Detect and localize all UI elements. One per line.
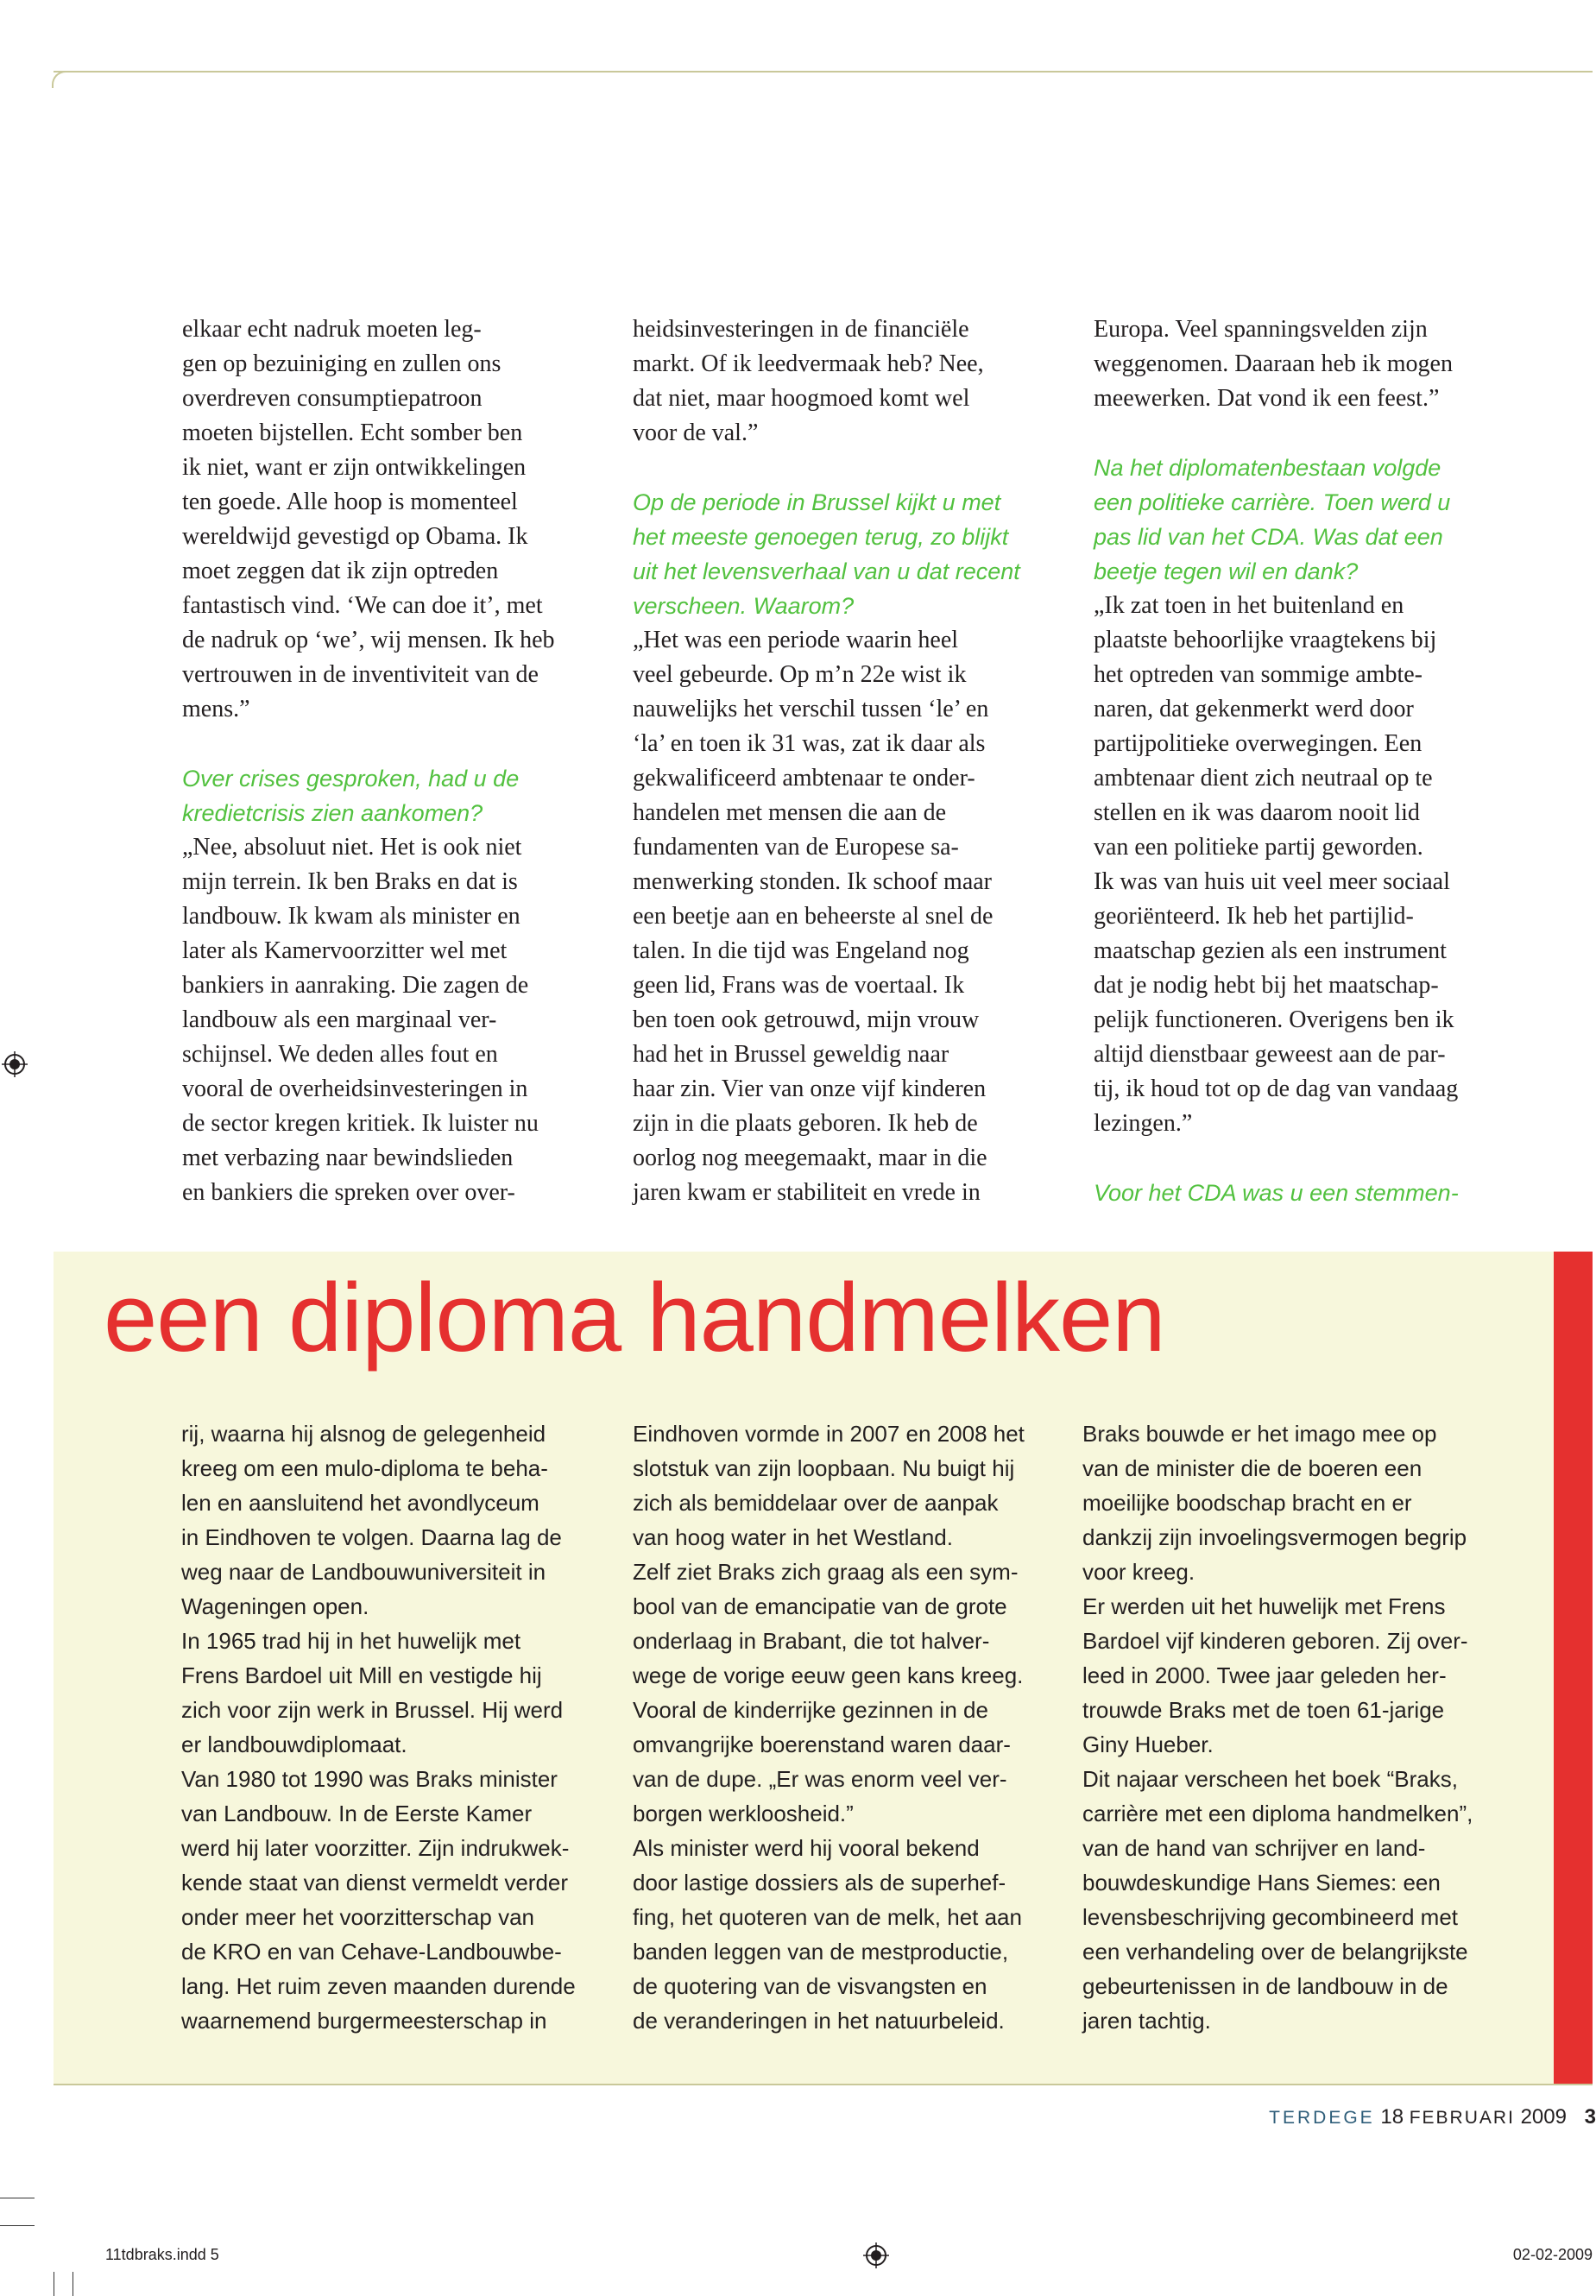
magazine-name: TERDEGE — [1269, 2108, 1375, 2128]
box-column-2 — [633, 1416, 1064, 2038]
issue-month: FEBRUARI — [1409, 2108, 1515, 2128]
interview-question: Voor het CDA was u een stemmen- — [1094, 1180, 1459, 1206]
interview-question: Op de periode in Brussel kijkt u met het meeste genoegen terug, zo blijkt uit het levensverhaal van u dat recent verscheen. Waarom? — [633, 489, 1020, 619]
crop-mark — [0, 2225, 35, 2226]
box-column-1 — [181, 1416, 613, 2038]
sidebar-bottom-rule — [54, 2084, 1593, 2085]
interview-answer: heidsinvesteringen in de financiële markt. Of ik leedvermaak heb? Nee, dat niet, maar hoogmoed komt wel voor de val.” — [633, 316, 984, 446]
registration-mark-icon — [2, 1051, 28, 1077]
article-column-3 — [1094, 312, 1542, 1210]
paragraph-gap — [182, 727, 631, 761]
page-number: 3 — [1584, 2105, 1596, 2129]
issue-year: 2009 — [1520, 2105, 1567, 2129]
interview-answer: Europa. Veel spanningsvelden zijn weggenomen. Daaraan heb ik mogen meewerken. Dat vond ik een feest.” — [1094, 316, 1453, 412]
box-column-3 — [1082, 1416, 1514, 2038]
box-headline: een diploma handmelken — [104, 1264, 1165, 1372]
interview-answer: elkaar echt nadruk moeten leg- gen op bezuiniging en zullen ons overdreven consumptiepatroon moeten bijstellen. Echt somber ben ik niet, want er zijn ontwikkelingen ten goede. Alle hoop is momenteel wereldwijd gevestigd op Obama. Ik moet zeggen dat ik zijn optreden fantastisch vind. ‘We can doe it’, met de nadruk op ‘we’, wij mensen. Ik heb vertrouwen in de inventiviteit van de mens.” — [182, 316, 555, 722]
interview-answer: „Het was een periode waarin heel veel gebeurde. Op m’n 22e wist ik nauwelijks het verschil tussen ‘le’ en ‘la’ en toen ik 31 was, zat ik daar als gekwalificeerd ambtenaar te onder- handelen met mensen die aan de fundamenten van de Europese sa- menwerking stonden. Ik schoof maar een beetje aan en beheerste al snel de talen. In die tijd was Engeland nog geen lid, Frans was de voertaal. Ik ben toen ook getrouwd, mijn vrouw had het in Brussel geweldig naar haar zin. Vier van onze vijf kinderen zijn in die plaats geboren. Ik heb de oorlog nog meegemaakt, maar in die jaren kwam er stabiliteit en vrede in — [633, 627, 994, 1206]
interview-question: Over crises gesproken, had u de kredietcrisis zien aankomen? — [182, 766, 520, 826]
article-column-2 — [633, 312, 1082, 1210]
box-column-text: Eindhoven vormde in 2007 en 2008 het slotstuk van zijn loopbaan. Nu buigt hij zich als bemiddelaar over de aanpak van hoog water in het Westland. Zelf ziet Braks zich graag als een sym- bool van de emancipatie van de grote onderlaag in Brabant, die tot halver- wege de vorige eeuw geen kans kreeg. Vooral de kinderrijke gezinnen in de omvangrijke boerenstand waren daar- van de dupe. „Er was enorm veel ver- borgen werkloosheid.” Als minister werd hij vooral bekend door lastige dossiers als de superhef- fing, het quoteren van de melk, het aan banden leggen van de mestproductie, de quotering van de visvangsten en de veranderingen in het natuurbeleid. — [633, 1421, 1025, 2034]
paragraph-gap — [633, 451, 1082, 485]
interview-answer: „Ik zat toen in het buitenland en plaatste behoorlijke vraagtekens bij het optreden van sommige ambte- naren, dat gekenmerkt werd door partijpolitieke overwegingen. Een ambtenaar dient zich neutraal op te stellen en ik was daarom nooit lid van een politieke partij geworden. Ik was van huis uit veel meer sociaal georiënteerd. Ik heb het partijlid- maatschap gezien als een instrument dat je nodig hebt bij het maatschap- pelijk functioneren. Overigens ben ik altijd dienstbaar geweest aan de par- tij, ik houd tot op de dag van vandaag lezingen.” — [1094, 592, 1459, 1137]
slug-date: 02-02-2009 — [1512, 2246, 1593, 2263]
registration-mark-icon — [863, 2242, 889, 2268]
article-column-1 — [182, 312, 631, 1210]
paragraph-gap — [1094, 416, 1542, 451]
box-column-text: rij, waarna hij alsnog de gelegenheid kreeg om een mulo-diploma te beha- len en aansluitend het avondlyceum in Eindhoven te volgen. Daarna lag de weg naar de Landbouwuniversiteit in Wageningen open. In 1965 trad hij in het huwelijk met Frens Bardoel uit Mill en vestigde hij zich voor zijn werk in Brussel. Hij werd er landbouwdiplomaat. Van 1980 tot 1990 was Braks minister van Landbouw. In de Eerste Kamer werd hij later voorzitter. Zijn indrukwek- kende staat van dienst vermeldt verder onder meer het voorzitterschap van de KRO en van Cehave-Landbouwbe- lang. Het ruim zeven maanden durende waarnemend burgermeesterschap in — [181, 1421, 576, 2034]
page-footer — [1269, 2104, 1596, 2131]
top-rule — [54, 71, 1593, 73]
box-column-text: Braks bouwde er het imago mee op van de minister die de boeren een moeilijke boodschap bracht en er dankzij zijn invoelingsvermogen begrip voor kreeg. Er werden uit het huwelijk met Frens Bardoel vijf kinderen geboren. Zij over- leed in 2000. Twee jaar geleden her- trouwde Braks met de toen 61-jarige Giny Hueber. Dit najaar verscheen het boek “Braks, carrière met een diploma handmelken”, van de hand van schrijver en land- bouwdeskundige Hans Siemes: een levensbeschrijving gecombineerd met een verhandeling over de belangrijkste gebeurtenissen in de landbouw in de jaren tachtig. — [1082, 1421, 1473, 2034]
interview-answer: „Nee, absoluut niet. Het is ook niet mijn terrein. Ik ben Braks en dat is landbouw. Ik kwam als minister en later als Kamervoorzitter wel met bankiers in aanraking. Die zagen de landbouw als een marginaal ver- schijnsel. We deden alles fout en vooral de overheidsinvesteringen in de sector kregen kritiek. Ik luister nu met verbazing naar bewindslieden en bankiers die spreken over over- — [182, 834, 539, 1206]
sidebar-red-edge — [1554, 1252, 1593, 2084]
slug-filename: 11tdbraks.indd 5 — [105, 2246, 219, 2263]
paragraph-gap — [1094, 1141, 1542, 1176]
issue-day: 18 — [1380, 2105, 1404, 2129]
interview-question: Na het diplomatenbestaan volgde een politieke carrière. Toen werd u pas lid van het CDA. Was dat een beetje tegen wil en dank? — [1094, 455, 1451, 584]
